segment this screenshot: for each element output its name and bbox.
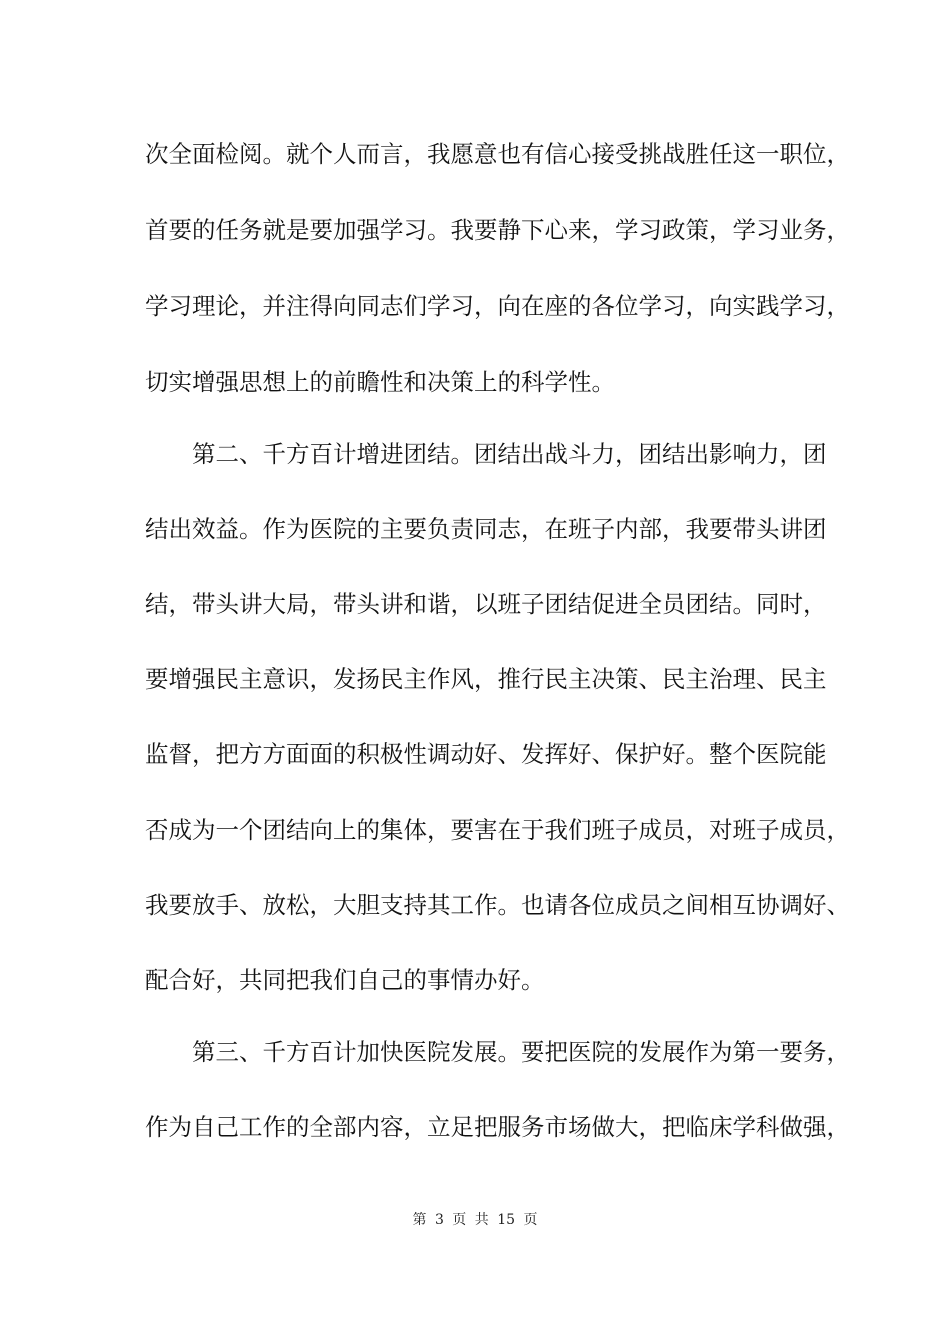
text-line: 学习理论，并注得向同志们学习，向在座的各位学习，向实践学习， [145,292,850,320]
paragraph-first-line: 第三、千方百计加快医院发展。要把医院的发展作为第一要务， [192,1038,850,1066]
page-footer: 第 3 页 共 15 页 [412,1212,538,1228]
text-line: 否成为一个团结向上的集体，要害在于我们班子成员，对班子成员， [145,816,850,844]
text-line: 我要放手、放松，大胆支持其工作。也请各位成员之间相互协调好、 [145,891,850,919]
text-line: 切实增强思想上的前瞻性和决策上的科学性。 [145,368,615,396]
text-line: 首要的任务就是要加强学习。我要静下心来，学习政策，学习业务， [145,216,850,244]
text-line: 次全面检阅。就个人而言，我愿意也有信心接受挑战胜任这一职位， [145,140,850,168]
text-line: 要增强民主意识，发扬民主作风，推行民主决策、民主治理、民主 [145,665,827,693]
text-line: 结出效益。作为医院的主要负责同志，在班子内部，我要带头讲团 [145,515,827,543]
text-line: 作为自己工作的全部内容，立足把服务市场做大，把临床学科做强， [145,1113,850,1141]
text-line: 配合好，共同把我们自己的事情办好。 [145,966,545,994]
text-line: 结，带头讲大局，带头讲和谐，以班子团结促进全员团结。同时， [145,590,827,618]
text-line: 监督，把方方面面的积极性调动好、发挥好、保护好。整个医院能 [145,740,827,768]
paragraph-first-line: 第二、千方百计增进团结。团结出战斗力，团结出影响力，团 [192,440,827,468]
